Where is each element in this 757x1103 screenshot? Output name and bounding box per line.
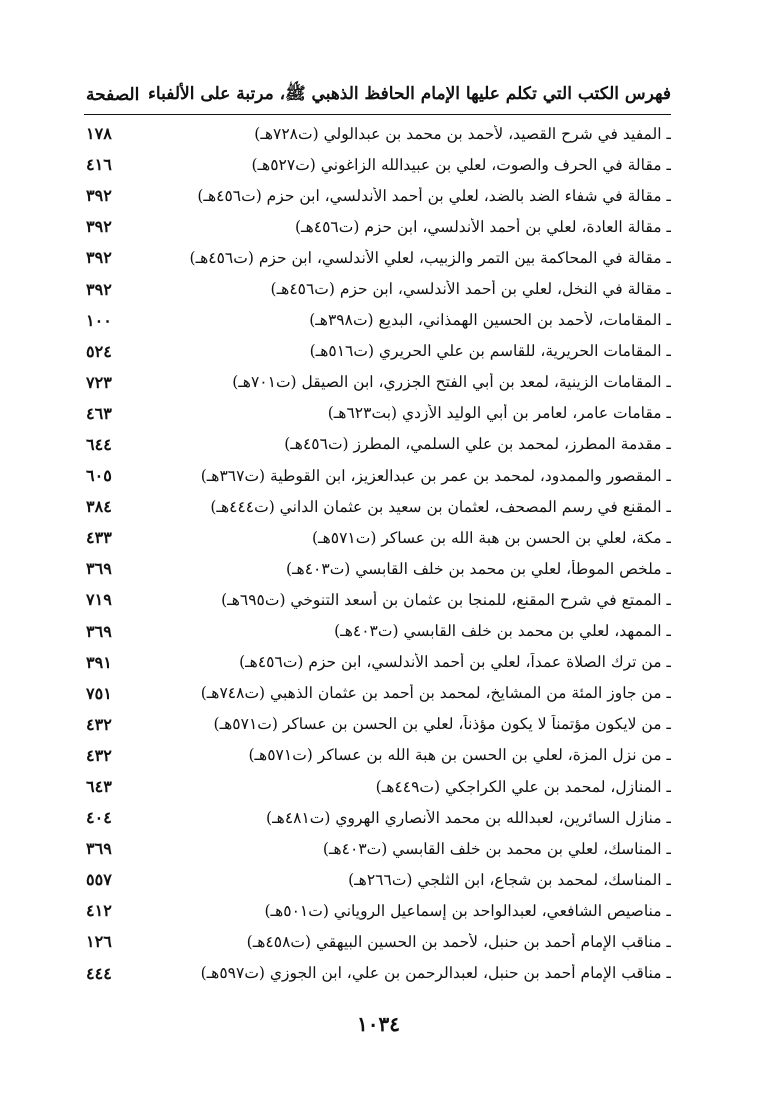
- entry-page-number: ١٢٦: [86, 932, 112, 952]
- entry-page-number: ٣٩١: [86, 652, 112, 672]
- index-entry: [86, 833, 671, 864]
- entry-title: ـ الممهد، لعلي بن محمد بن خلف القابسي (ت٤٠٣هـ): [334, 622, 671, 641]
- entry-title: ـ مناصيص الشافعي، لعبدالواحد بن إسماعيل الروياني (ت٥٠١هـ): [264, 901, 671, 920]
- index-entry: [86, 367, 671, 398]
- entry-title: ـ مكة، لعلي بن الحسن بن هبة الله بن عساكر (ت٥٧١هـ): [312, 528, 671, 547]
- page-column-label: الصفحة: [86, 85, 140, 105]
- entry-page-number: ٤٠٤: [86, 808, 112, 828]
- index-entry: [86, 802, 671, 833]
- entry-title: ـ الممتع في شرح المقنع، للمنجا بن عثمان بن أسعد التنوخي (ت٦٩٥هـ): [221, 590, 671, 609]
- entry-title: ـ مقالة في النخل، لعلي بن أحمد الأندلسي، ابن حزم (ت٤٥٦هـ): [270, 280, 671, 299]
- entry-page-number: ٤٣٢: [86, 745, 112, 765]
- index-entry: [86, 895, 671, 926]
- entry-page-number: ٣٩٢: [86, 279, 112, 299]
- entry-page-number: ٧٢٣: [86, 372, 112, 392]
- entry-title: ـ مقامات عامر، لعامر بن أبي الوليد الأزدي (بت٦٢٣هـ): [327, 404, 671, 423]
- entry-page-number: ٤٤٤: [86, 963, 112, 983]
- entry-page-number: ٣٦٩: [86, 621, 112, 641]
- entry-page-number: ١٧٨: [86, 124, 112, 144]
- index-entry: [86, 958, 671, 989]
- index-entry: [86, 616, 671, 647]
- entry-page-number: ٥٢٤: [86, 341, 112, 361]
- entry-title: ـ من لايكون مؤتمناً لا يكون مؤذناً، لعلي بن الحسن بن عساكر (ت٥٧١هـ): [213, 715, 671, 734]
- entry-title: ـ المناسك، لعلي بن محمد بن خلف القابسي (ت٤٠٣هـ): [322, 839, 671, 858]
- index-entry: [86, 522, 671, 553]
- index-entry: [86, 864, 671, 895]
- entry-title: ـ المقامات الحريرية، للقاسم بن علي الحريري (ت٥١٦هـ): [309, 342, 671, 361]
- entry-title: ـ ملخص الموطأ، لعلي بن محمد بن خلف القابسي (ت٤٠٣هـ): [285, 559, 671, 578]
- page-number: ١٠٣٤: [357, 1012, 400, 1036]
- index-entry: [86, 211, 671, 242]
- entry-title: ـ مقالة في الحرف والصوت، لعلي بن عبيدالله الزاغوني (ت٥٢٧هـ): [251, 155, 671, 174]
- header-rule: [84, 114, 671, 115]
- index-entry: [86, 273, 671, 304]
- entry-title: ـ المقامات، لأحمد بن الحسين الهمذاني، البديع (ت٣٩٨هـ): [309, 311, 671, 330]
- entry-page-number: ٧٥١: [86, 683, 112, 703]
- entry-page-number: ٥٥٧: [86, 870, 112, 890]
- entry-title: ـ مقدمة المطرز، لمحمد بن علي السلمي، المطرز (ت٤٥٦هـ): [284, 435, 671, 454]
- entry-title: ـ المقصور والممدود، لمحمد بن عمر بن عبدالعزيز، ابن القوطية (ت٣٦٧هـ): [200, 466, 671, 485]
- entry-page-number: ٤٣٣: [86, 528, 112, 548]
- entry-title: ـ المفيد في شرح القصيد، لأحمد بن محمد بن عبدالولي (ت٧٢٨هـ): [254, 124, 671, 143]
- entry-page-number: ٤١٢: [86, 901, 112, 921]
- entry-page-number: ٣٩٢: [86, 217, 112, 237]
- entry-title: ـ منازل السائرين، لعبدالله بن محمد الأنصاري الهروي (ت٤٨١هـ): [266, 808, 671, 827]
- index-entry: [86, 647, 671, 678]
- page-header: [86, 80, 671, 110]
- index-entry: [86, 242, 671, 273]
- entry-page-number: ٣٩٢: [86, 248, 112, 268]
- index-list: [86, 118, 671, 989]
- entry-page-number: ٤٦٣: [86, 403, 112, 423]
- entry-title: ـ من نزل المزة، لعلي بن الحسن بن هبة الله بن عساكر (ت٥٧١هـ): [248, 746, 671, 765]
- index-entry: [86, 149, 671, 180]
- header-title: فهرس الكتب التي تكلم عليها الإمام الحافظ الذهبي ﷺ، مرتبة على الألفباء: [147, 83, 671, 104]
- entry-title: ـ مقالة العادة، لعلي بن أحمد الأندلسي، ابن حزم (ت٤٥٦هـ): [295, 217, 671, 236]
- entry-title: ـ المقامات الزينية، لمعد بن أبي الفتح الجزري، ابن الصيقل (ت٧٠١هـ): [232, 373, 671, 392]
- entry-title: ـ من ترك الصلاة عمداً، لعلي بن أحمد الأندلسي، ابن حزم (ت٤٥٦هـ): [239, 653, 671, 672]
- index-entry: [86, 584, 671, 615]
- index-entry: [86, 180, 671, 211]
- index-entry: [86, 771, 671, 802]
- entry-title: ـ من جاوز المئة من المشايخ، لمحمد بن أحمد بن عثمان الذهبي (ت٧٤٨هـ): [200, 684, 671, 703]
- index-entry: [86, 709, 671, 740]
- entry-page-number: ٤١٦: [86, 155, 112, 175]
- entry-page-number: ٦٠٥: [86, 466, 112, 486]
- index-entry: [86, 460, 671, 491]
- entry-title: ـ المناسك، لمحمد بن شجاع، ابن الثلجي (ت٢٦٦هـ): [348, 870, 671, 889]
- index-entry: [86, 553, 671, 584]
- entry-title: ـ مقالة في شفاء الضد بالضد، لعلي بن أحمد الأندلسي، ابن حزم (ت٤٥٦هـ): [197, 186, 671, 205]
- entry-page-number: ٣٩٢: [86, 186, 112, 206]
- entry-page-number: ١٠٠: [86, 310, 112, 330]
- entry-title: ـ المنازل، لمحمد بن علي الكراجكي (ت٤٤٩هـ): [375, 777, 671, 796]
- entry-title: ـ مناقب الإمام أحمد بن حنبل، لعبدالرحمن بن علي، ابن الجوزي (ت٥٩٧هـ): [200, 964, 671, 983]
- entry-page-number: ٧١٩: [86, 590, 112, 610]
- entry-title: ـ مناقب الإمام أحمد بن حنبل، لأحمد بن الحسين البيهقي (ت٤٥٨هـ): [246, 932, 671, 951]
- index-entry: [86, 118, 671, 149]
- index-entry: [86, 678, 671, 709]
- entry-page-number: ٣٨٤: [86, 497, 112, 517]
- entry-title: ـ مقالة في المحاكمة بين التمر والزبيب، لعلي الأندلسي، ابن حزم (ت٤٥٦هـ): [189, 248, 671, 267]
- index-entry: [86, 398, 671, 429]
- entry-page-number: ٦٤٤: [86, 434, 112, 454]
- index-entry: [86, 429, 671, 460]
- entry-page-number: ٣٦٩: [86, 839, 112, 859]
- entry-title: ـ المقنع في رسم المصحف، لعثمان بن سعيد بن عثمان الداني (ت٤٤٤هـ): [210, 497, 671, 516]
- index-entry: [86, 926, 671, 957]
- entry-page-number: ٣٦٩: [86, 559, 112, 579]
- entry-page-number: ٤٣٢: [86, 714, 112, 734]
- index-entry: [86, 740, 671, 771]
- entry-page-number: ٦٤٣: [86, 777, 112, 797]
- index-entry: [86, 336, 671, 367]
- index-entry: [86, 491, 671, 522]
- index-entry: [86, 305, 671, 336]
